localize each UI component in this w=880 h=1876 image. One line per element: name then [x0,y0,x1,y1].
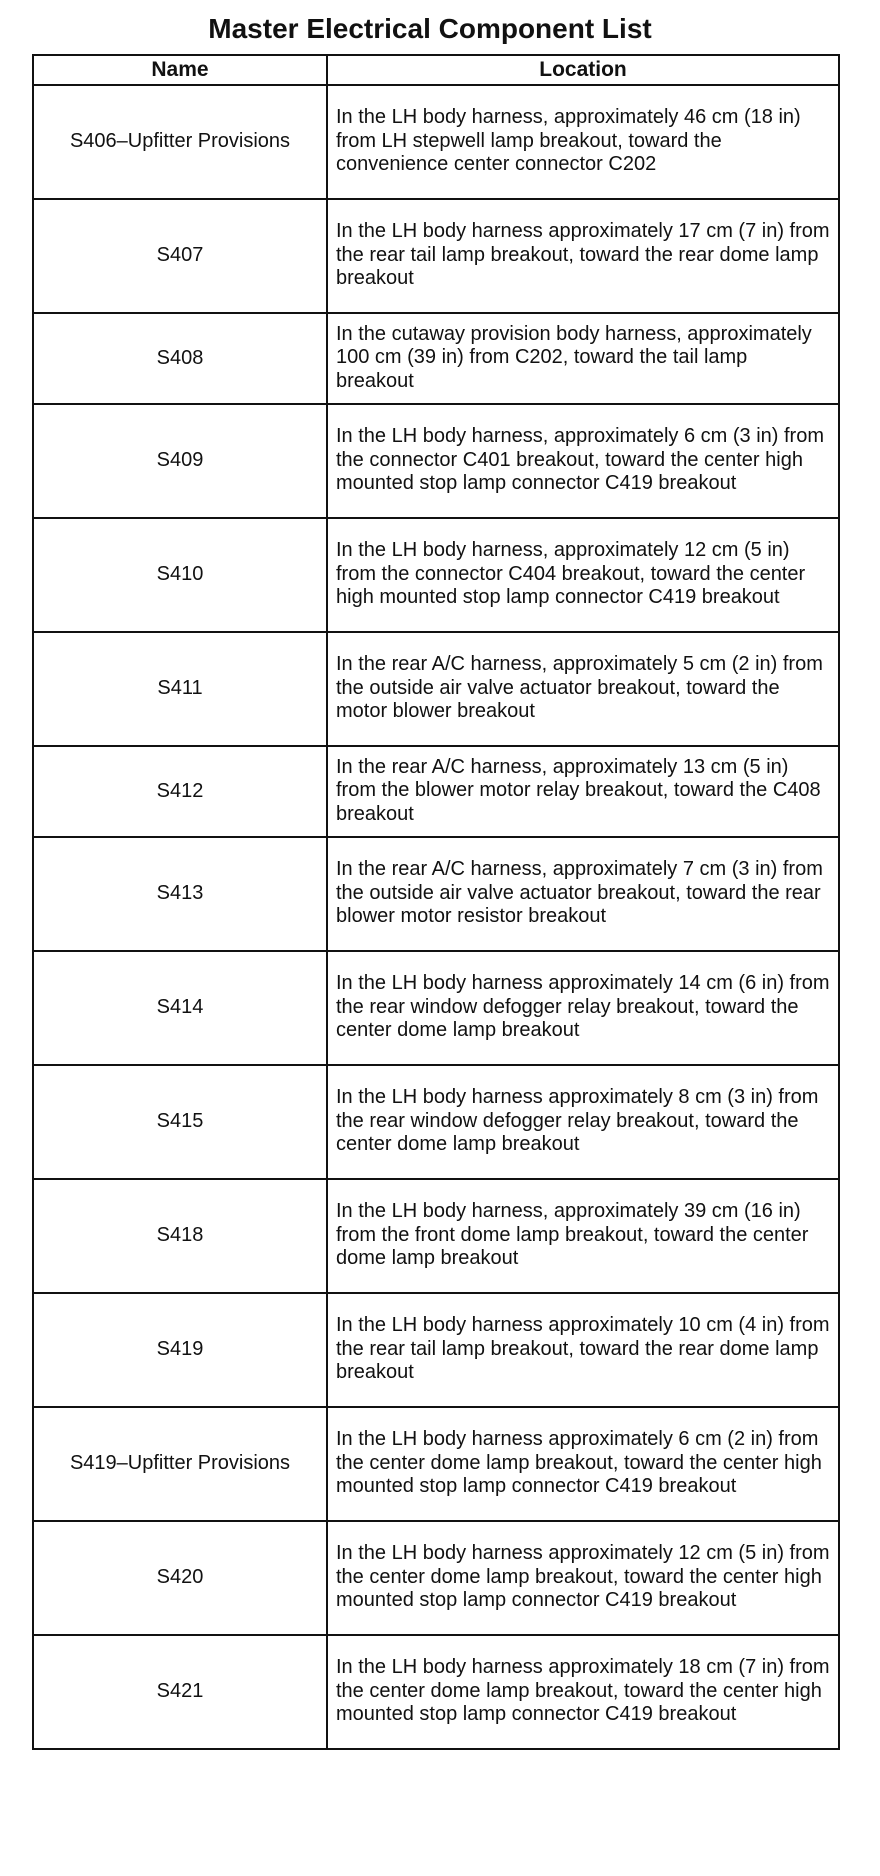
table-row [33,837,839,951]
table-row [33,85,839,199]
component-name: S418 [33,1179,327,1293]
component-table [32,54,840,1750]
component-name: S421 [33,1635,327,1749]
component-location: In the LH body harness approximately 17 cm (7 in) from the rear tail lamp breakout, toward the rear dome lamp breakout [327,199,839,313]
column-header-location: Location [327,55,839,85]
table-row [33,632,839,746]
component-location: In the LH body harness approximately 6 cm (2 in) from the center dome lamp breakout, toward the center high mounted stop lamp connector C419 breakout [327,1407,839,1521]
table-row [33,518,839,632]
column-header-name: Name [33,55,327,85]
component-location: In the LH body harness approximately 18 cm (7 in) from the center dome lamp breakout, toward the center high mounted stop lamp connector C419 breakout [327,1635,839,1749]
component-name: S419 [33,1293,327,1407]
component-name: S410 [33,518,327,632]
component-location: In the LH body harness, approximately 39 cm (16 in) from the front dome lamp breakout, toward the center dome lamp breakout [327,1179,839,1293]
table-row [33,199,839,313]
component-name: S407 [33,199,327,313]
component-location: In the LH body harness approximately 10 cm (4 in) from the rear tail lamp breakout, toward the rear dome lamp breakout [327,1293,839,1407]
component-name: S411 [33,632,327,746]
component-location: In the rear A/C harness, approximately 5 cm (2 in) from the outside air valve actuator breakout, toward the motor blower breakout [327,632,839,746]
component-location: In the rear A/C harness, approximately 7 cm (3 in) from the outside air valve actuator breakout, toward the rear blower motor resistor breakout [327,837,839,951]
component-name: S406–Upfitter Provisions [33,85,327,199]
table-row [33,313,839,404]
table-row [33,1521,839,1635]
table-row [33,1293,839,1407]
component-name: S419–Upfitter Provisions [33,1407,327,1521]
component-name: S408 [33,313,327,404]
component-location: In the LH body harness approximately 14 cm (6 in) from the rear window defogger relay breakout, toward the center dome lamp breakout [327,951,839,1065]
table-header-row [33,55,839,85]
component-location: In the LH body harness, approximately 12 cm (5 in) from the connector C404 breakout, toward the center high mounted stop lamp connector C419 breakout [327,518,839,632]
component-location: In the LH body harness, approximately 6 cm (3 in) from the connector C401 breakout, toward the center high mounted stop lamp connector C419 breakout [327,404,839,518]
document-title: Master Electrical Component List [208,13,652,44]
component-name: S415 [33,1065,327,1179]
table-row [33,1407,839,1521]
component-location: In the LH body harness approximately 8 cm (3 in) from the rear window defogger relay breakout, toward the center dome lamp breakout [327,1065,839,1179]
component-name: S409 [33,404,327,518]
table-row [33,404,839,518]
table-row [33,1635,839,1749]
table-row [33,951,839,1065]
component-name: S414 [33,951,327,1065]
table-row [33,1065,839,1179]
component-name: S413 [33,837,327,951]
component-location: In the rear A/C harness, approximately 13 cm (5 in) from the blower motor relay breakout, toward the C408 breakout [327,746,839,837]
component-name: S420 [33,1521,327,1635]
component-location: In the LH body harness, approximately 46 cm (18 in) from LH stepwell lamp breakout, toward the convenience center connector C202 [327,85,839,199]
component-name: S412 [33,746,327,837]
table-row [33,1179,839,1293]
component-location: In the cutaway provision body harness, approximately 100 cm (39 in) from C202, toward the tail lamp breakout [327,313,839,404]
table-row [33,746,839,837]
component-location: In the LH body harness approximately 12 cm (5 in) from the center dome lamp breakout, toward the center high mounted stop lamp connector C419 breakout [327,1521,839,1635]
